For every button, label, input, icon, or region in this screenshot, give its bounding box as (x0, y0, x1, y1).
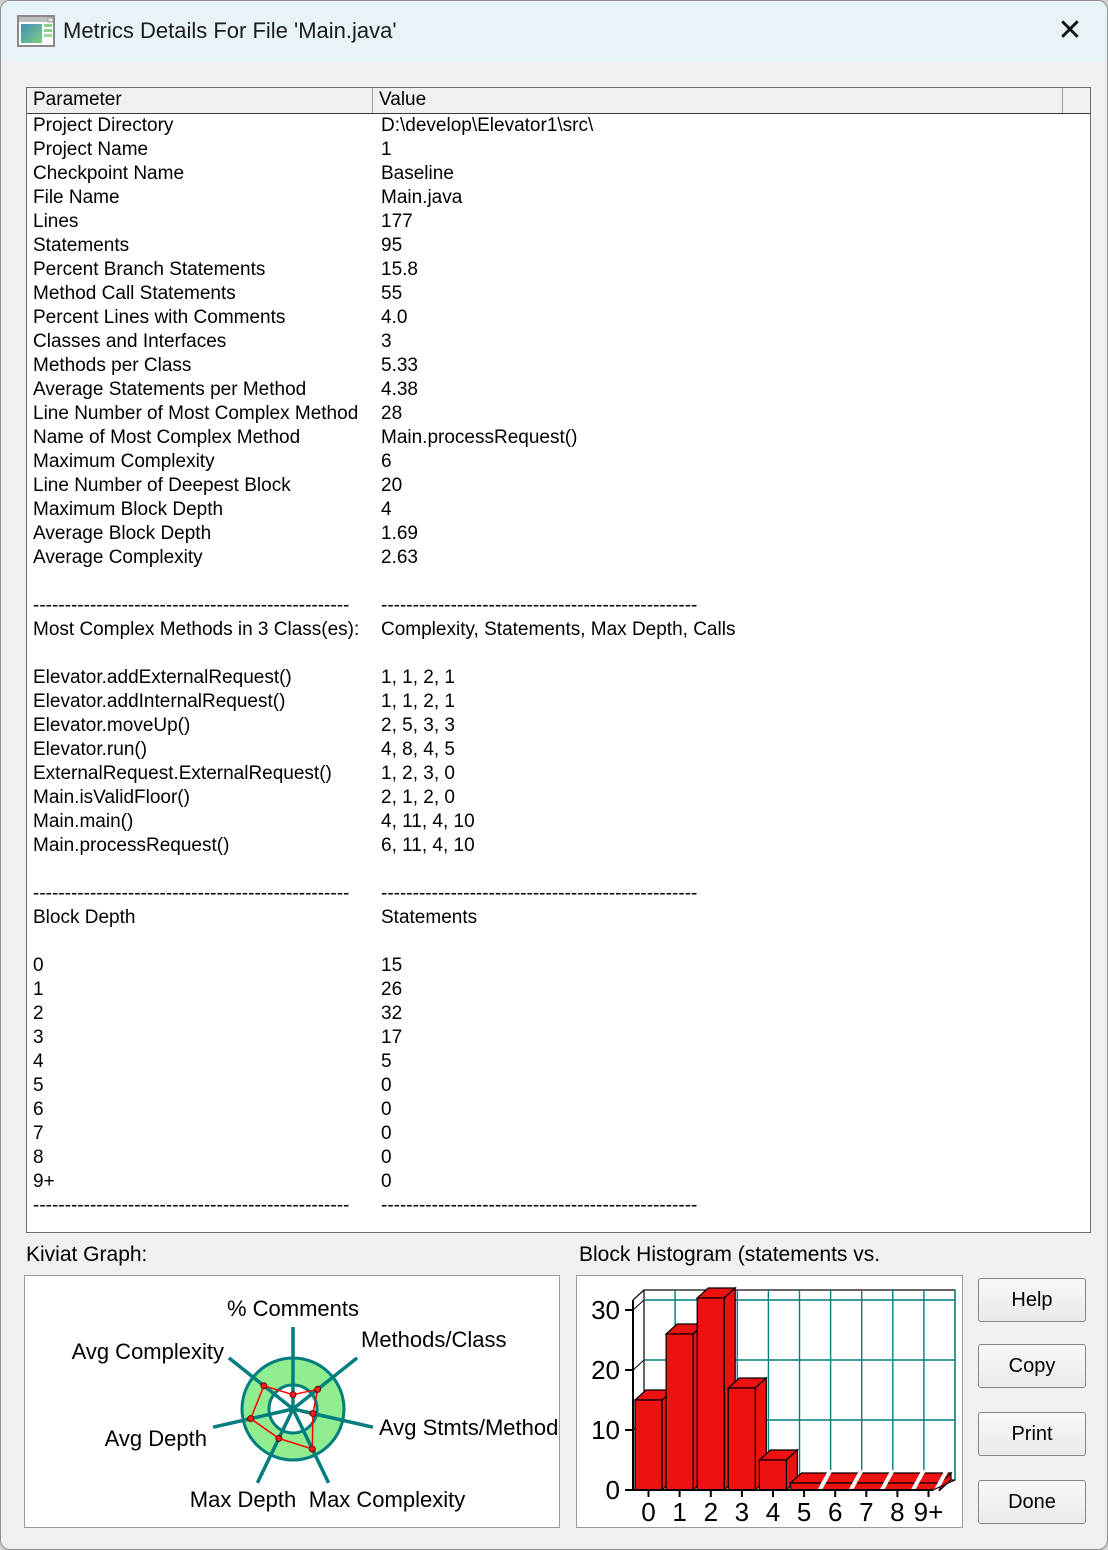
kiviat-data-point (290, 1392, 296, 1398)
title-bar (1, 1, 1107, 61)
y-tick-label: 10 (591, 1415, 620, 1445)
table-row[interactable] (27, 1194, 1090, 1218)
param-cell: File Name (33, 187, 120, 208)
value-cell: 32 (381, 1003, 403, 1024)
table-row[interactable] (27, 930, 1090, 954)
table-row[interactable] (27, 786, 1090, 810)
table-row[interactable] (27, 210, 1090, 234)
value-cell: 0 (381, 1075, 392, 1096)
histogram-bar (635, 1400, 662, 1490)
x-tick-label: 4 (765, 1497, 781, 1527)
param-cell: 7 (33, 1123, 44, 1144)
param-cell (27, 930, 373, 954)
value-cell: 1, 1, 2, 1 (381, 667, 455, 688)
table-row[interactable] (27, 810, 1090, 834)
table-row[interactable] (27, 426, 1090, 450)
x-tick-label: 1 (672, 1497, 687, 1527)
param-cell: Checkpoint Name (33, 163, 185, 184)
param-cell: Most Complex Methods in 3 Class(es): (33, 619, 360, 640)
param-cell: Project Name (33, 139, 149, 160)
column-header-spacer (1063, 88, 1090, 113)
table-row[interactable] (27, 954, 1090, 978)
value-cell: 6, 11, 4, 10 (381, 835, 475, 856)
help-button[interactable]: Help (978, 1278, 1086, 1322)
value-cell: 5.33 (381, 355, 418, 376)
param-cell: -------------------------------------------------- (33, 883, 350, 904)
value-cell (373, 642, 1090, 666)
value-cell: Main.processRequest() (381, 427, 578, 448)
table-row[interactable] (27, 738, 1090, 762)
value-cell: Baseline (381, 163, 454, 184)
table-row[interactable] (27, 1098, 1090, 1122)
param-cell: Main.main() (33, 811, 134, 832)
value-cell: 1, 2, 3, 0 (381, 763, 455, 784)
y-tick-label: 20 (591, 1355, 620, 1385)
value-cell: 15.8 (381, 259, 418, 280)
table-row[interactable] (27, 138, 1090, 162)
param-cell: -------------------------------------------------- (33, 595, 350, 616)
value-cell: 4, 11, 4, 10 (381, 811, 475, 832)
param-cell: Elevator.addInternalRequest() (33, 691, 286, 712)
table-row[interactable] (27, 450, 1090, 474)
close-button[interactable]: ✕ (1047, 9, 1093, 53)
table-row[interactable] (27, 882, 1090, 906)
table-row[interactable] (27, 1050, 1090, 1074)
param-cell: 1 (33, 979, 44, 1000)
table-row[interactable] (27, 834, 1090, 858)
table-row[interactable] (27, 282, 1090, 306)
value-cell: 55 (381, 283, 403, 304)
param-cell: Name of Most Complex Method (33, 427, 301, 448)
table-row[interactable] (27, 690, 1090, 714)
value-cell: 6 (381, 451, 392, 472)
column-header-parameter[interactable]: Parameter (27, 88, 373, 113)
param-cell: Maximum Block Depth (33, 499, 224, 520)
value-cell: 4.0 (381, 307, 408, 328)
param-cell: 5 (33, 1075, 44, 1096)
value-cell: -------------------------------------------------- (381, 1195, 698, 1216)
value-cell: 0 (381, 1171, 392, 1192)
param-cell: 2 (33, 1003, 44, 1024)
param-cell: Maximum Complexity (33, 451, 215, 472)
table-row[interactable] (27, 666, 1090, 690)
table-row[interactable] (27, 258, 1090, 282)
value-cell: Main.java (381, 187, 463, 208)
value-cell: 20 (381, 475, 403, 496)
table-row[interactable] (27, 1170, 1090, 1194)
kiviat-data-point (310, 1411, 316, 1417)
value-cell: 95 (381, 235, 403, 256)
value-cell: 1 (381, 139, 392, 160)
param-cell: Line Number of Most Complex Method (33, 403, 359, 424)
value-cell: 5 (381, 1051, 392, 1072)
metrics-list (26, 87, 1091, 1233)
param-cell: ExternalRequest.ExternalRequest() (33, 763, 332, 784)
table-row[interactable] (27, 714, 1090, 738)
value-cell: -------------------------------------------------- (381, 883, 698, 904)
histogram-axis-hatch (633, 1300, 644, 1310)
table-row[interactable] (27, 642, 1090, 666)
value-cell: 1, 1, 2, 1 (381, 691, 455, 712)
kiviat-data-point (309, 1446, 315, 1452)
param-cell (27, 570, 373, 594)
param-cell: Average Complexity (33, 547, 203, 568)
value-cell: 28 (381, 403, 403, 424)
kiviat-axis-label: Avg Stmts/Method (379, 1415, 559, 1440)
print-button[interactable]: Print (978, 1412, 1086, 1456)
block-histogram (576, 1275, 963, 1528)
param-cell: Average Block Depth (33, 523, 212, 544)
param-cell: Percent Branch Statements (33, 259, 266, 280)
table-row[interactable] (27, 522, 1090, 546)
value-cell: Statements (381, 907, 478, 928)
kiviat-data-point (276, 1435, 282, 1441)
done-button[interactable]: Done (978, 1480, 1086, 1524)
table-row[interactable] (27, 978, 1090, 1002)
value-cell: 2, 1, 2, 0 (381, 787, 455, 808)
kiviat-axis-label: Max Complexity (308, 1487, 466, 1512)
value-cell: 2, 5, 3, 3 (381, 715, 455, 736)
value-cell: 1.69 (381, 523, 418, 544)
y-tick-label: 0 (605, 1475, 620, 1505)
param-cell: Block Depth (33, 907, 136, 928)
value-cell: -------------------------------------------------- (381, 595, 698, 616)
table-row[interactable] (27, 546, 1090, 570)
x-tick-label: 0 (641, 1497, 656, 1527)
param-cell: 6 (33, 1099, 44, 1120)
param-cell: Project Directory (33, 115, 174, 136)
column-header-value[interactable]: Value (373, 88, 1063, 113)
param-cell: Main.processRequest() (33, 835, 230, 856)
table-row[interactable] (27, 1122, 1090, 1146)
histogram-corner-edge (633, 1290, 644, 1300)
kiviat-data-point (315, 1386, 321, 1392)
param-cell: Elevator.moveUp() (33, 715, 191, 736)
value-cell: 0 (381, 1123, 392, 1144)
window-title: Metrics Details For File 'Main.java' (63, 18, 397, 43)
param-cell: Line Number of Deepest Block (33, 475, 291, 496)
kiviat-axis-label: Max Depth (189, 1487, 297, 1512)
kiviat-axis-label: Avg Depth (104, 1426, 207, 1451)
value-cell (373, 930, 1090, 954)
y-tick-label: 30 (591, 1295, 620, 1325)
metrics-rows (27, 114, 1090, 1218)
value-cell: 4, 8, 4, 5 (381, 739, 455, 760)
param-cell: 4 (33, 1051, 44, 1072)
table-row[interactable] (27, 1026, 1090, 1050)
table-row[interactable] (27, 594, 1090, 618)
kiviat-graph (24, 1275, 560, 1528)
table-row[interactable] (27, 498, 1090, 522)
value-cell: 4 (381, 499, 392, 520)
x-tick-label: 5 (796, 1497, 812, 1527)
kiviat-data-point (261, 1383, 267, 1389)
value-cell: 177 (381, 211, 413, 232)
table-row[interactable] (27, 474, 1090, 498)
histogram-bar (728, 1388, 755, 1490)
value-cell (373, 858, 1090, 882)
histogram-bar (666, 1334, 693, 1490)
x-tick-label: 7 (859, 1497, 874, 1527)
table-row[interactable] (27, 378, 1090, 402)
param-cell: Classes and Interfaces (33, 331, 227, 352)
x-tick-label: 2 (703, 1497, 719, 1527)
param-cell: 9+ (33, 1171, 55, 1192)
table-row[interactable] (27, 114, 1090, 138)
param-cell: Elevator.addExternalRequest() (33, 667, 292, 688)
x-tick-label: 9+ (913, 1497, 944, 1527)
histogram-zero-strip-top (791, 1473, 952, 1483)
copy-button[interactable]: Copy (978, 1344, 1086, 1388)
param-cell: Main.isValidFloor() (33, 787, 190, 808)
param-cell: Average Statements per Method (33, 379, 307, 400)
value-cell: 2.63 (381, 547, 418, 568)
value-cell: D:\develop\Elevator1\src\ (381, 115, 594, 136)
kiviat-axis-label: Avg Complexity (71, 1339, 224, 1364)
param-cell: Percent Lines with Comments (33, 307, 286, 328)
value-cell: 26 (381, 979, 403, 1000)
table-row[interactable] (27, 762, 1090, 786)
value-cell: 0 (381, 1099, 392, 1120)
value-cell: 0 (381, 1147, 392, 1168)
table-row[interactable] (27, 354, 1090, 378)
param-cell: Elevator.run() (33, 739, 148, 760)
param-cell: Method Call Statements (33, 283, 236, 304)
param-cell (27, 858, 373, 882)
param-cell: Statements (33, 235, 130, 256)
kiviat-axis-label: % Comments (226, 1296, 360, 1321)
table-row[interactable] (27, 570, 1090, 594)
value-cell: Complexity, Statements, Max Depth, Calls (381, 619, 736, 640)
table-row[interactable] (27, 906, 1090, 930)
kiviat-section-label: Kiviat Graph: (26, 1243, 148, 1266)
value-cell: 3 (381, 331, 392, 352)
table-row[interactable] (27, 858, 1090, 882)
param-cell: Lines (33, 211, 79, 232)
x-tick-label: 6 (827, 1497, 843, 1527)
table-row[interactable] (27, 306, 1090, 330)
kiviat-data-point (248, 1416, 254, 1422)
param-cell: Methods per Class (33, 355, 192, 376)
histogram-bar (759, 1460, 786, 1490)
table-row[interactable] (27, 330, 1090, 354)
table-row[interactable] (27, 1002, 1090, 1026)
histogram-bar (697, 1298, 724, 1490)
param-cell: 8 (33, 1147, 44, 1168)
histogram-section-label: Block Histogram (statements vs. (579, 1243, 881, 1266)
param-cell: -------------------------------------------------- (33, 1195, 350, 1216)
table-row[interactable] (27, 234, 1090, 258)
app-icon (17, 15, 55, 47)
value-cell (373, 570, 1090, 594)
x-tick-label: 8 (890, 1497, 905, 1527)
param-cell: 0 (33, 955, 44, 976)
x-tick-label: 3 (734, 1497, 750, 1527)
list-header (27, 88, 1090, 114)
value-cell: 15 (381, 955, 403, 976)
kiviat-axis-label: Methods/Class (361, 1327, 507, 1352)
histogram-axis-hatch (633, 1360, 644, 1370)
table-row[interactable] (27, 162, 1090, 186)
table-row[interactable] (27, 1074, 1090, 1098)
param-cell (27, 642, 373, 666)
value-cell: 4.38 (381, 379, 418, 400)
table-row[interactable] (27, 186, 1090, 210)
param-cell: 3 (33, 1027, 44, 1048)
value-cell: 17 (381, 1027, 403, 1048)
table-row[interactable] (27, 618, 1090, 642)
table-row[interactable] (27, 1146, 1090, 1170)
table-row[interactable] (27, 402, 1090, 426)
